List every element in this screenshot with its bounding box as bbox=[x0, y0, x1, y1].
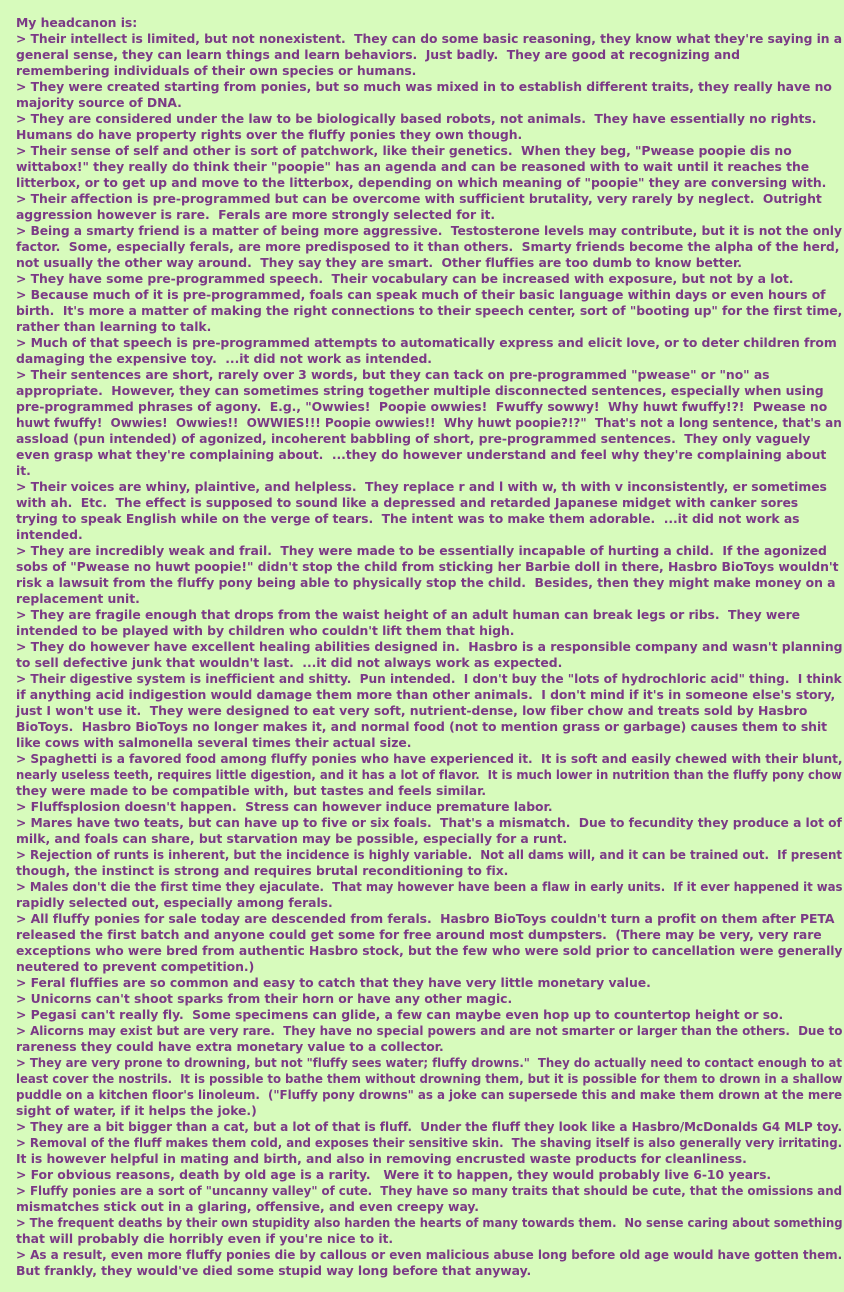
post-line: > They were created starting from ponies, but so much was mixed in to establish different traits, they really have no bbox=[16, 79, 832, 94]
post-line: > Much of that speech is pre-programmed attempts to automatically express and elicit love, or to deter children from bbox=[16, 335, 837, 350]
post-line: majority source of DNA. bbox=[16, 95, 182, 110]
post-line: > They are fragile enough that drops from the waist height of an adult human can break legs or ribs. They were bbox=[16, 607, 801, 622]
post-line: > They do however have excellent healing abilities designed in. Hasbro is a responsible company and wasn't planning bbox=[16, 639, 843, 654]
post-line: litterbox, or to get up and move to the litterbox, depending on which meaning of "poopie" they are conversing with. bbox=[16, 175, 827, 190]
post-line: > Their voices are whiny, plaintive, and helpless. They replace r and l with w, th with v inconsistently, er sometimes bbox=[16, 479, 827, 494]
post-line: > Their sentences are short, rarely over 3 words, but they can tack on pre-programmed "pwease" or "no" as bbox=[16, 367, 770, 382]
post-line: > Spaghetti is a favored food among fluffy ponies who have experienced it. It is soft and easily chewed with their blunt, bbox=[16, 751, 843, 766]
post-line: even grasp what they're complaining about. ...they do however understand and feel why they're complaining about bbox=[16, 447, 827, 462]
post-line: > Their intellect is limited, but not nonexistent. They can do some basic reasoning, they know what they're saying in a bbox=[16, 31, 842, 46]
post-line: > Feral fluffies are so common and easy to catch that they have very little monetary value. bbox=[16, 975, 651, 990]
post-line: damaging the expensive toy. ...it did not work as intended. bbox=[16, 351, 432, 366]
post-line: > Their affection is pre-programmed but can be overcome with sufficient brutality, very rarely by neglect. Outright bbox=[16, 191, 822, 206]
post-line: > Fluffy ponies are a sort of "uncanny valley" of cute. They have so many traits that should be cute, that the omissions and bbox=[16, 1183, 843, 1198]
post-line: puddle on a kitchen floor's linoleum. ("Fluffy pony drowns" as a joke can supersede this and make them drown at the mere bbox=[16, 1087, 843, 1102]
post-line: though, the instinct is strong and requires brutal reconditioning to fix. bbox=[16, 863, 509, 878]
post-line: > Mares have two teats, but can have up to five or six foals. That's a mismatch. Due to fecundity they produce a lot of bbox=[16, 815, 842, 830]
post-line: pre-programmed phrases of agony. E.g., "Owwies! Poopie owwies! Fwuffy sowwy! Why huwt fwuffy!?! Pwease no bbox=[16, 399, 828, 414]
post-line: > They are incredibly weak and frail. They were made to be essentially incapable of hurting a child. If the agonized bbox=[16, 543, 827, 558]
post-line: birth. It's more a matter of making the right connections to their speech center, sort of "booting up" for the first time, bbox=[16, 303, 843, 318]
post-line: > Being a smarty friend is a matter of being more aggressive. Testosterone levels may contribute, but it is not the only bbox=[16, 223, 842, 238]
post-line: > Pegasi can't really fly. Some specimens can glide, a few can maybe even hop up to countertop height or so. bbox=[16, 1007, 784, 1022]
post-line: huwt fwuffy! Owwies! Owwies!! OWWIES!!! Poopie owwies!! Why huwt poopie?!?" That's not a long sentence, that's an bbox=[16, 415, 842, 430]
post-body bbox=[16, 15, 842, 1279]
post-line: that will probably die horribly even if you're nice to it. bbox=[16, 1231, 394, 1246]
post-line: not usually the other way around. They say they are smart. Other fluffies are too dumb to know better. bbox=[16, 255, 742, 270]
post-line: replacement unit. bbox=[16, 591, 140, 606]
post-line: > They have some pre-programmed speech. Their vocabulary can be increased with exposure, but not by a lot. bbox=[16, 271, 794, 286]
post-line: BioToys. Hasbro BioToys no longer makes it, and normal food (not to mention grass or garbage) causes them to shit bbox=[16, 719, 828, 734]
post-line: > Rejection of runts is inherent, but the incidence is highly variable. Not all dams will, and it can be trained out. If present bbox=[16, 847, 843, 862]
post-line: with ah. Etc. The effect is supposed to sound like a depressed and retarded Japanese midget with canker sores bbox=[16, 495, 799, 510]
post-line: aggression however is rare. Ferals are more strongly selected for it. bbox=[16, 207, 496, 222]
post-line: > Their sense of self and other is sort of patchwork, like their genetics. When they beg, "Pwease poopie dis no bbox=[16, 143, 792, 158]
post-line: wittabox!" they really do think their "poopie" has an agenda and can be reasoned with to wait until it reaches the bbox=[16, 159, 810, 174]
post-line: assload (pun intended) of agonized, incoherent babbling of short, pre-programmed sentences. They only vaguely bbox=[16, 431, 811, 446]
post-line: exceptions who were bred from authentic Hasbro stock, but the few who were sold prior to cancellation were generally bbox=[16, 943, 843, 958]
post-line: rather than learning to talk. bbox=[16, 319, 212, 334]
post-line: nearly useless teeth, requires little digestion, and it has a lot of flavor. It is much lower in nutrition than the fluffy pony chow bbox=[16, 767, 842, 782]
post-line: rareness they could have extra monetary value to a collector. bbox=[16, 1039, 444, 1054]
post-line: appropriate. However, they can sometimes string together multiple disconnected sentences, especially when using bbox=[16, 383, 824, 398]
post-line: > Unicorns can't shoot sparks from their horn or have any other magic. bbox=[16, 991, 513, 1006]
post-line: > Removal of the fluff makes them cold, and exposes their sensitive skin. The shaving itself is also generally very irritating. bbox=[16, 1135, 843, 1150]
post-line: remembering individuals of their own species or humans. bbox=[16, 63, 417, 78]
post-line: > As a result, even more fluffy ponies die by callous or even malicious abuse long before old age would have gotten them. bbox=[16, 1247, 843, 1262]
post-line: it. bbox=[16, 463, 31, 478]
post-line: > For obvious reasons, death by old age is a rarity. Were it to happen, they would probably live 6-10 years. bbox=[16, 1167, 772, 1182]
post-line: > They are a bit bigger than a cat, but a lot of that is fluff. Under the fluff they look like a Hasbro/McDonalds G4 MLP toy. bbox=[16, 1119, 843, 1134]
post-line: trying to speak English while on the verge of tears. The intent was to make them adorable. ...it did not work as bbox=[16, 511, 800, 526]
post-line: > All fluffy ponies for sale today are descended from ferals. Hasbro BioToys couldn't turn a profit on them after PETA bbox=[16, 911, 835, 926]
post-line: sight of water, if it helps the joke.) bbox=[16, 1103, 257, 1118]
post-line: Humans do have property rights over the fluffy ponies they own though. bbox=[16, 127, 523, 142]
post-line: factor. Some, especially ferals, are more predisposed to it than others. Smarty friends become the alpha of the herd, bbox=[16, 239, 840, 254]
post-line: milk, and foals can share, but starvation may be possible, especially for a runt. bbox=[16, 831, 568, 846]
post-line: > Alicorns may exist but are very rare. They have no special powers and are not smarter or larger than the others. Due to bbox=[16, 1023, 843, 1038]
post-line: released the first batch and anyone could get some for free around most dumpsters. (There may be very, very rare bbox=[16, 927, 822, 942]
post-line: But frankly, they would've died some stupid way long before that anyway. bbox=[16, 1263, 532, 1278]
post-line: > They are very prone to drowning, but not "fluffy sees water; fluffy drowns." They do actually need to contact enough to at bbox=[16, 1055, 842, 1070]
post-line: > They are considered under the law to be biologically based robots, not animals. They have essentially no rights. bbox=[16, 111, 817, 126]
post-line: if anything acid indigestion would damage them more than other animals. I don't mind if it's in someone else's story, bbox=[16, 687, 836, 702]
post-line: least cover the nostrils. It is possible to bathe them without drowning them, but it is possible for them to drown in a shallow bbox=[16, 1071, 843, 1086]
post-line: > Because much of it is pre-programmed, foals can speak much of their basic language within days or even hours of bbox=[16, 287, 826, 302]
post-line: rapidly selected out, especially among ferals. bbox=[16, 895, 333, 910]
post-line: sobs of "Pwease no huwt poopie!" didn't stop the child from sticking her Barbie doll in there, Hasbro BioToys wouldn't bbox=[16, 559, 839, 574]
post-line: intended. bbox=[16, 527, 83, 542]
post-line: risk a lawsuit from the fluffy pony being able to physically stop the child. Besides, then they might make money on a bbox=[16, 575, 836, 590]
post-line: just I won't use it. They were designed to eat very soft, nutrient-dense, low fiber chow and treats sold by Hasbro bbox=[16, 703, 808, 718]
post-line: > Males don't die the first time they ejaculate. That may however have been a flaw in early units. If it ever happened it was bbox=[16, 879, 843, 894]
post-line: mismatches stick out in a glaring, offensive, and even creepy way. bbox=[16, 1199, 479, 1214]
post-line: > Fluffsplosion doesn't happen. Stress can however induce premature labor. bbox=[16, 799, 553, 814]
post-line: > Their digestive system is inefficient and shitty. Pun intended. I don't buy the "lots of hydrochloric acid" thing. I think bbox=[16, 671, 842, 686]
post-line: general sense, they can learn things and learn behaviors. Just badly. They are good at recognizing and bbox=[16, 47, 740, 62]
post-line: It is however helpful in mating and birth, and also in removing encrusted waste products for cleanliness. bbox=[16, 1151, 747, 1166]
post-line: to sell defective junk that wouldn't last. ...it did not always work as expected. bbox=[16, 655, 563, 670]
post-line: neutered to prevent competition.) bbox=[16, 959, 255, 974]
post-line: like cows with salmonella several times their actual size. bbox=[16, 735, 412, 750]
post-line: they were made to be compatible with, but tastes and feels similar. bbox=[16, 783, 487, 798]
post-line: > The frequent deaths by their own stupidity also harden the hearts of many towards them. No sense caring about something bbox=[16, 1215, 843, 1230]
post-line: intended to be played with by children who couldn't lift them that high. bbox=[16, 623, 515, 638]
post-heading: My headcanon is: bbox=[16, 15, 138, 30]
